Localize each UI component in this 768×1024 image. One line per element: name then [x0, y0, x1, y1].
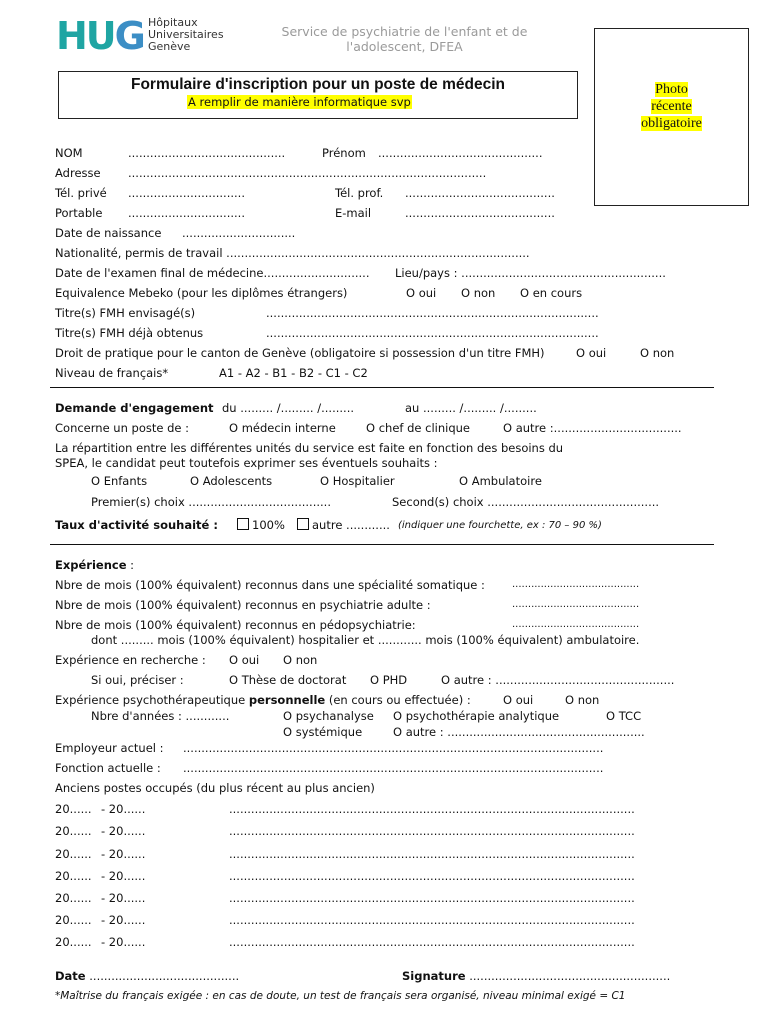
option-tcc[interactable]: O TCC — [606, 709, 642, 723]
hospital-name: Hôpitaux Universitaires Genève — [148, 16, 224, 53]
droit-oui[interactable]: O oui — [576, 346, 607, 360]
si-oui-label: Si oui, préciser : — [91, 673, 184, 687]
option-ambulatoire[interactable]: O Ambulatoire — [459, 474, 542, 488]
table-row-to[interactable]: - 20...... — [101, 913, 146, 927]
table-row-to[interactable]: - 20...... — [101, 869, 146, 883]
option-enfants[interactable]: O Enfants — [91, 474, 148, 488]
somatique-field[interactable]: ........................................ — [512, 579, 640, 590]
mebeko-non[interactable]: O non — [461, 286, 496, 300]
table-row-dots[interactable]: ............................................................................................................... — [229, 847, 635, 861]
annees-field[interactable]: Nbre d'années : ............ — [91, 709, 230, 723]
table-row-dots[interactable]: ............................................................................................................... — [229, 802, 635, 816]
table-row-to[interactable]: - 20...... — [101, 847, 146, 861]
mebeko-oui[interactable]: O oui — [406, 286, 437, 300]
logo-text: HUG — [56, 14, 144, 58]
table-row[interactable]: 20...... — [55, 935, 92, 949]
table-row[interactable]: 20...... — [55, 824, 92, 838]
tel-prof-label: Tél. prof. — [335, 186, 384, 200]
second-choix-field[interactable]: Second(s) choix ............................................... — [392, 495, 660, 509]
photo-label: Photo récente obligatoire — [641, 82, 702, 131]
email-field[interactable]: ......................................... — [405, 206, 555, 220]
email-label: E-mail — [335, 206, 372, 220]
adresse-field[interactable]: .................................................................................................. — [128, 166, 487, 180]
option-hospitalier[interactable]: O Hospitalier — [320, 474, 395, 488]
table-row-dots[interactable]: ............................................................................................................... — [229, 824, 635, 838]
option-chef-clinique[interactable]: O chef de clinique — [366, 421, 470, 435]
title-box — [58, 71, 578, 119]
adulte-field[interactable]: ........................................ — [512, 599, 640, 610]
psycho-oui[interactable]: O oui — [503, 693, 534, 707]
date-field[interactable]: Date ......................................... — [55, 969, 240, 983]
page-subtitle: A remplir de manière informatique svp — [188, 95, 411, 109]
taux-label: Taux d'activité souhaité : — [55, 518, 218, 532]
photo-box[interactable] — [594, 28, 749, 206]
table-row-to[interactable]: - 20...... — [101, 891, 146, 905]
divider — [50, 544, 714, 545]
nationalite-field[interactable]: Nationalité, permis de travail ................................................................................... — [55, 246, 530, 260]
dont-field[interactable]: dont ......... mois (100% équivalent) hospitalier et ............ mois (100% équivalent) ambulatoire. — [91, 633, 640, 647]
nom-field[interactable]: ........................................... — [128, 146, 286, 160]
table-row-to[interactable]: - 20...... — [101, 935, 146, 949]
taux-100[interactable]: 100% — [237, 518, 285, 532]
psycho-non[interactable]: O non — [565, 693, 600, 707]
divider — [50, 387, 714, 388]
repartition-text-2: SPEA, le candidat peut toutefois exprimer ses éventuels souhaits : — [55, 456, 438, 470]
recherche-non[interactable]: O non — [283, 653, 318, 667]
table-row-dots[interactable]: ............................................................................................................... — [229, 869, 635, 883]
psycho-label: Expérience psychothérapeutique personnelle (en cours ou effectuée) : — [55, 693, 471, 707]
repartition-text-1: La répartition entre les différentes unités du service est faite en fonction des besoins du — [55, 441, 564, 455]
option-systemique[interactable]: O systémique — [283, 725, 363, 739]
fmh-envisage-label: Titre(s) FMH envisagé(s) — [55, 306, 196, 320]
concerne-label: Concerne un poste de : — [55, 421, 190, 435]
option-phd[interactable]: O PHD — [370, 673, 408, 687]
page-title: Formulaire d'inscription pour un poste de médecin — [130, 76, 505, 93]
droit-non[interactable]: O non — [640, 346, 675, 360]
fmh-envisage-field[interactable]: ........................................................................................... — [266, 306, 599, 320]
option-autre-psycho[interactable]: O autre : ...................................................... — [393, 725, 645, 739]
employeur-field[interactable]: ................................................................................................................... — [183, 741, 604, 755]
fmh-obtenu-field[interactable]: ........................................................................................... — [266, 326, 599, 340]
hug-logo — [56, 16, 231, 56]
table-row-dots[interactable]: ............................................................................................................... — [229, 891, 635, 905]
table-row[interactable]: 20...... — [55, 802, 92, 816]
premier-choix-field[interactable]: Premier(s) choix ....................................... — [91, 495, 331, 509]
engagement-au[interactable]: au ......... /......... /......... — [405, 401, 537, 415]
niveau-label: Niveau de français* — [55, 366, 169, 380]
option-these[interactable]: O Thèse de doctorat — [229, 673, 347, 687]
checkbox-autre[interactable] — [297, 518, 309, 530]
examen-field[interactable]: Date de l'examen final de médecine............................. — [55, 266, 370, 280]
niveau-options[interactable]: A1 - A2 - B1 - B2 - C1 - C2 — [219, 366, 368, 380]
engagement-du[interactable]: du ......... /......... /......... — [222, 401, 355, 415]
adresse-label: Adresse — [55, 166, 101, 180]
option-autre-recherche[interactable]: O autre : ................................................. — [441, 673, 675, 687]
tel-prof-field[interactable]: ......................................... — [405, 186, 555, 200]
recherche-label: Expérience en recherche : — [55, 653, 206, 667]
fonction-label: Fonction actuelle : — [55, 761, 161, 775]
prenom-label: Prénom — [322, 146, 366, 160]
fmh-obtenu-label: Titre(s) FMH déjà obtenus — [55, 326, 204, 340]
table-row[interactable]: 20...... — [55, 869, 92, 883]
option-autre-poste[interactable]: O autre :................................... — [503, 421, 682, 435]
portable-label: Portable — [55, 206, 103, 220]
option-analytique[interactable]: O psychothérapie analytique — [393, 709, 560, 723]
fonction-field[interactable]: ................................................................................................................... — [183, 761, 604, 775]
experience-heading: Expérience : — [55, 558, 135, 572]
footnote: *Maîtrise du français exigée : en cas de doute, un test de français sera organisé, niveau minimal exigé = C1 — [55, 990, 626, 1002]
naissance-label: Date de naissance — [55, 226, 162, 240]
table-row-dots[interactable]: ............................................................................................................... — [229, 913, 635, 927]
naissance-field[interactable]: ............................... — [182, 226, 296, 240]
pedo-label: Nbre de mois (100% équivalent) reconnus en pédopsychiatrie: — [55, 618, 416, 632]
adulte-label: Nbre de mois (100% équivalent) reconnus en psychiatrie adulte : — [55, 598, 431, 612]
option-medecin-interne[interactable]: O médecin interne — [229, 421, 336, 435]
tel-prive-field[interactable]: ................................ — [128, 186, 245, 200]
recherche-oui[interactable]: O oui — [229, 653, 260, 667]
table-row[interactable]: 20...... — [55, 913, 92, 927]
service-name: Service de psychiatrie de l'enfant et de l'adolescent, DFEA — [281, 24, 528, 54]
table-row[interactable]: 20...... — [55, 891, 92, 905]
anciens-label: Anciens postes occupés (du plus récent au plus ancien) — [55, 781, 375, 795]
taux-autre[interactable]: autre ............ — [297, 518, 390, 532]
fourchette-hint: (indiquer une fourchette, ex : 70 – 90 %) — [398, 520, 602, 531]
somatique-label: Nbre de mois (100% équivalent) reconnus dans une spécialité somatique : — [55, 578, 485, 592]
checkbox-100[interactable] — [237, 518, 249, 530]
prenom-field[interactable]: ............................................. — [378, 146, 543, 160]
option-psychanalyse[interactable]: O psychanalyse — [283, 709, 374, 723]
signature-field[interactable]: Signature ....................................................... — [402, 969, 671, 983]
employeur-label: Employeur actuel : — [55, 741, 164, 755]
table-row-to[interactable]: - 20...... — [101, 802, 146, 816]
table-row-to[interactable]: - 20...... — [101, 824, 146, 838]
pedo-field[interactable]: ........................................ — [512, 619, 640, 630]
option-adolescents[interactable]: O Adolescents — [190, 474, 273, 488]
portable-field[interactable]: ................................ — [128, 206, 245, 220]
table-row-dots[interactable]: ............................................................................................................... — [229, 935, 635, 949]
mebeko-label: Equivalence Mebeko (pour les diplômes étrangers) — [55, 286, 348, 300]
nom-label: NOM — [55, 146, 83, 160]
mebeko-en-cours[interactable]: O en cours — [520, 286, 583, 300]
droit-label: Droit de pratique pour le canton de Genève (obligatoire si possession d'un titre FMH) — [55, 346, 545, 360]
engagement-label: Demande d'engagement — [55, 401, 214, 415]
tel-prive-label: Tél. privé — [55, 186, 107, 200]
table-row[interactable]: 20...... — [55, 847, 92, 861]
lieu-field[interactable]: Lieu/pays : ........................................................ — [395, 266, 666, 280]
